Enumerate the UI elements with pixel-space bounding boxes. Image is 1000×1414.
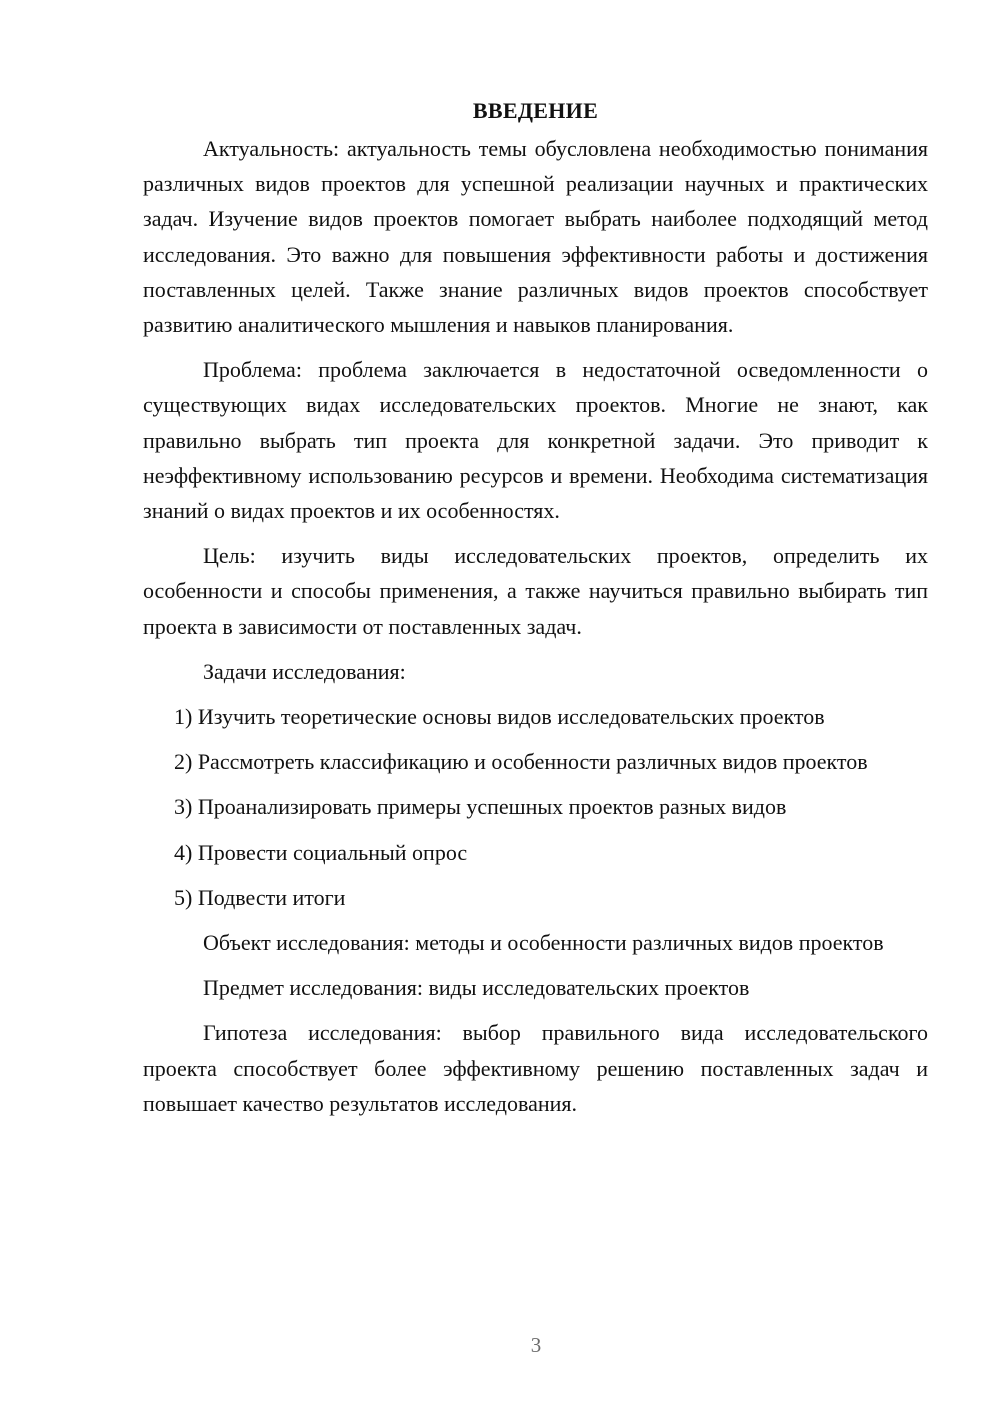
hypothesis-paragraph: Гипотеза исследования: выбор правильного вида исследовательского проекта способствует более эффективному решению поставленных задач и повышает качество результатов исследования. — [143, 1020, 928, 1116]
task-item: 3) Проанализировать примеры успешных проектов разных видов — [174, 794, 787, 820]
page-number: 3 — [530, 1333, 542, 1357]
section-title: ВВЕДЕНИЕ — [472, 98, 599, 123]
subject-paragraph: Предмет исследования: виды исследовательских проектов — [203, 975, 750, 1001]
task-item: 2) Рассмотреть классификацию и особенности различных видов проектов — [174, 749, 868, 775]
relevance-paragraph: Актуальность: актуальность темы обусловлена необходимостью понимания различных видов проектов для успешной реализации научных и практических задач. Изучение видов проектов помогает выбрать наиболее подходящий метод исследования. Это важно для повышения эффективности работы и достижения поставленных целей. Также знание различных видов проектов способствует развитию аналитического мышления и навыков планирования. — [143, 136, 928, 338]
task-item: 1) Изучить теоретические основы видов исследовательских проектов — [174, 704, 825, 730]
task-item: 4) Провести социальный опрос — [174, 839, 468, 865]
document-page — [143, 96, 928, 1131]
object-paragraph: Объект исследования: методы и особенности различных видов проектов — [203, 930, 884, 956]
task-item: 5) Подвести итоги — [174, 884, 346, 910]
problem-paragraph: Проблема: проблема заключается в недостаточной осведомленности о существующих видах исследовательских проектов. Многие не знают, как правильно выбрать тип проекта для конкретной задачи. Это приводит к неэффективному использованию ресурсов и времени. Необходима систематизация знаний о видах проектов и их особенностях. — [143, 357, 928, 524]
tasks-heading: Задачи исследования: — [203, 658, 406, 684]
goal-paragraph: Цель: изучить виды исследовательских проектов, определить их особенности и способы применения, а также научиться правильно выбирать тип проекта в зависимости от поставленных задач. — [143, 543, 928, 639]
